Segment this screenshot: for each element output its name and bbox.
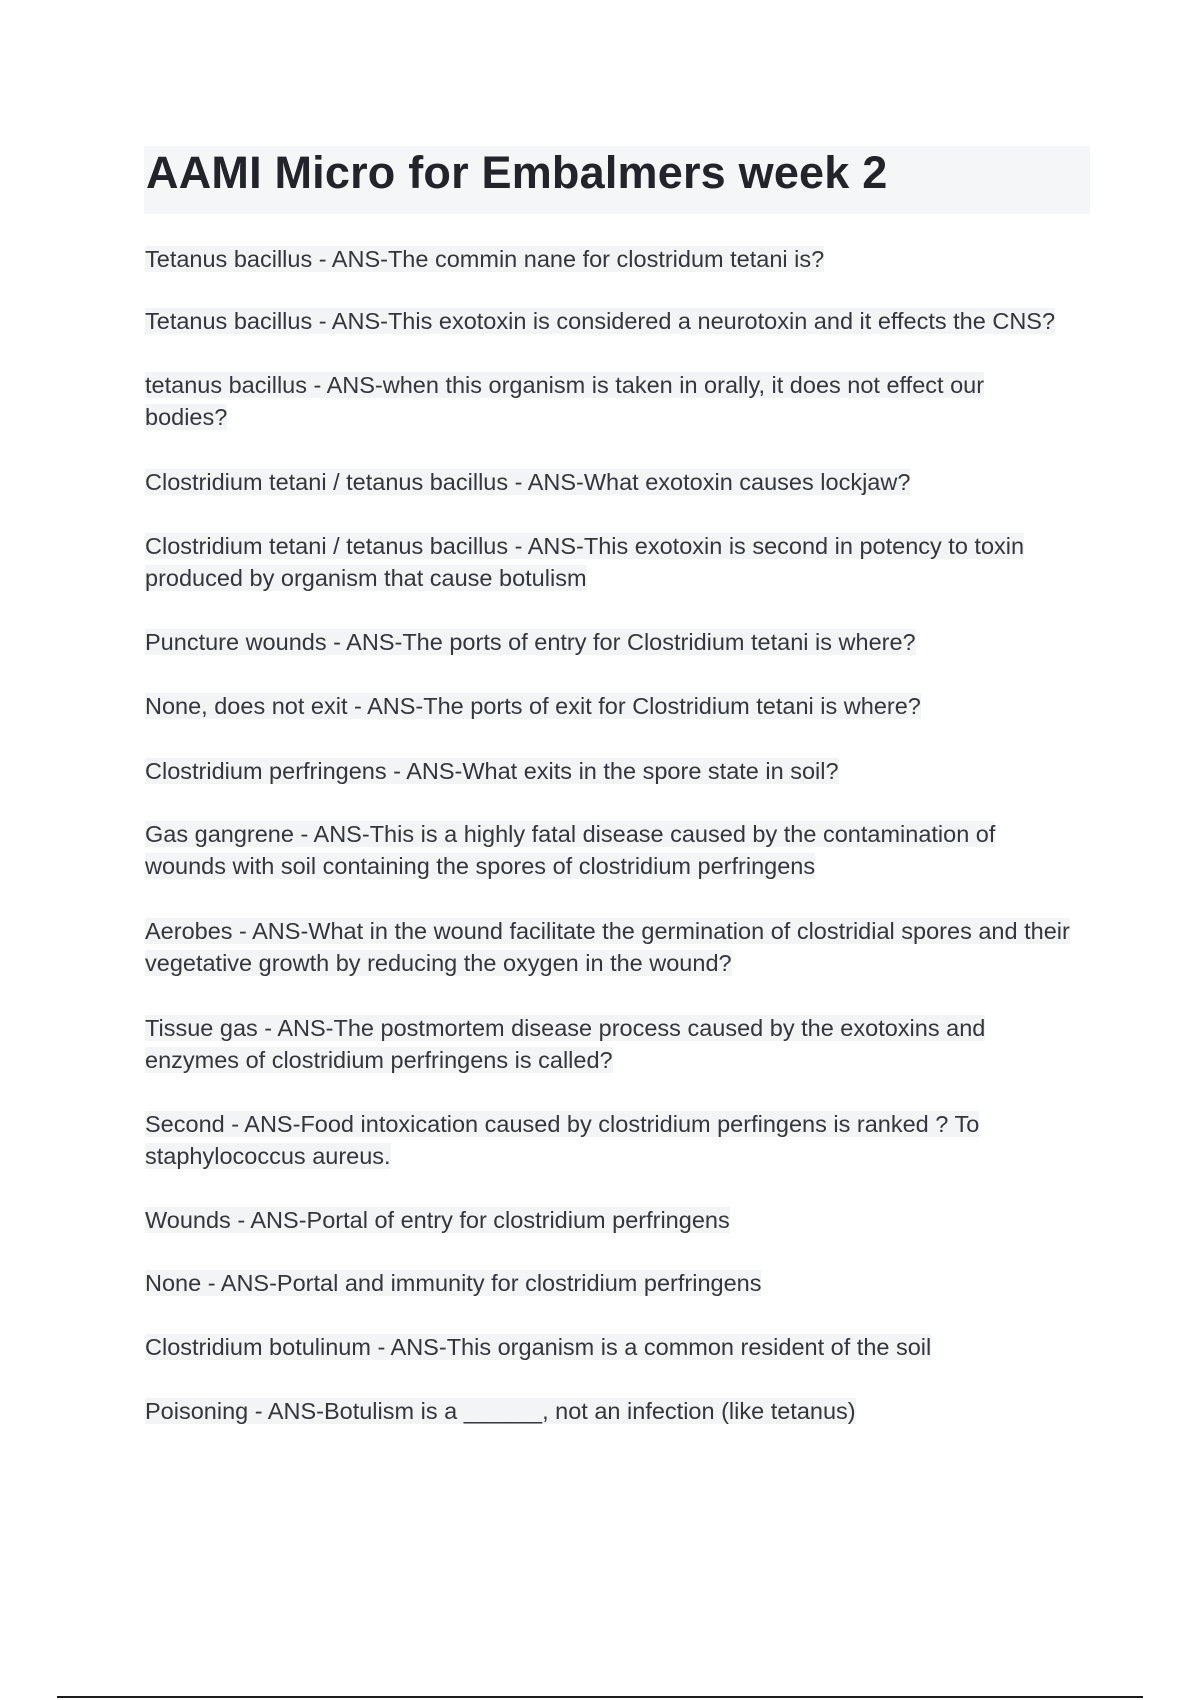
- card-question: The ports of exit for Clostridium tetani is where?: [423, 693, 921, 719]
- flashcard-item: [145, 690, 1095, 722]
- flashcard-item: [145, 305, 1095, 337]
- card-question: Botulism is a ______, not an infection (like tetanus): [323, 1398, 856, 1424]
- card-separator: - ANS-: [293, 821, 370, 847]
- card-question: Food intoxication caused by clostridium perfingens is ranked ? To staphylococcus aureus.: [145, 1111, 980, 1169]
- card-separator: - ANS-: [248, 1398, 324, 1424]
- card-question: The ports of entry for Clostridium tetani is where?: [402, 629, 916, 655]
- page-bottom-rule: [57, 1696, 1143, 1698]
- flashcard-item: [145, 1108, 1035, 1172]
- flashcard-item: [145, 369, 1025, 433]
- card-question: The commin nane for clostridum tetani is?: [387, 246, 825, 272]
- flashcard-item: [145, 1395, 1095, 1427]
- card-separator: - ANS-: [312, 246, 388, 272]
- card-question: What in the wound facilitate the germination of clostridial spores and their vegetative growth by reducing the oxygen in the wound?: [145, 918, 1070, 976]
- card-separator: - ANS-: [224, 1111, 301, 1137]
- card-term: Puncture wounds: [145, 629, 327, 655]
- card-term: Aerobes: [145, 918, 233, 944]
- card-question: This is a highly fatal disease caused by the contamination of wounds with soil containing the spores of clostridium perfringens: [145, 821, 996, 879]
- card-question: This exotoxin is second in potency to toxin produced by organism that cause botulism: [145, 533, 1025, 591]
- card-question: when this organism is taken in orally, it does not effect our bodies?: [145, 372, 985, 430]
- flashcard-item: [145, 1012, 1035, 1076]
- card-separator: - ANS-: [307, 372, 383, 398]
- flashcard-item: [145, 530, 1095, 594]
- card-separator: - ANS-: [508, 533, 584, 559]
- card-question: This exotoxin is considered a neurotoxin and it effects the CNS?: [387, 308, 1056, 334]
- flashcard-item: [145, 626, 1095, 658]
- card-question: This organism is a common resident of the soil: [446, 1334, 932, 1360]
- card-separator: - ANS-: [230, 1207, 307, 1233]
- card-term: Second: [145, 1111, 225, 1137]
- flashcard-item: [145, 755, 1095, 787]
- card-question: The postmortem disease process caused by the exotoxins and enzymes of clostridium perfringens is called?: [145, 1015, 986, 1073]
- card-separator: - ANS-: [201, 1270, 277, 1296]
- card-term: Clostridium botulinum: [145, 1334, 371, 1360]
- flashcard-item: [145, 243, 1095, 275]
- card-term: None, does not exit: [145, 693, 348, 719]
- flashcard-item: [145, 818, 1045, 882]
- card-term: None: [145, 1270, 202, 1296]
- card-separator: - ANS-: [386, 758, 463, 784]
- card-separator: - ANS-: [370, 1334, 447, 1360]
- flashcard-item: [145, 1267, 1095, 1299]
- card-separator: - ANS-: [326, 629, 403, 655]
- card-term: Clostridium tetani / tetanus bacillus: [145, 469, 509, 495]
- flashcard-item: [145, 466, 1095, 498]
- flashcard-item: [145, 1204, 1095, 1236]
- card-term: Wounds: [145, 1207, 231, 1233]
- card-question: What exits in the spore state in soil?: [462, 758, 839, 784]
- card-separator: - ANS-: [508, 469, 584, 495]
- card-separator: - ANS-: [312, 308, 388, 334]
- card-separator: - ANS-: [232, 918, 309, 944]
- card-term: Tetanus bacillus: [145, 246, 313, 272]
- card-term: Gas gangrene: [145, 821, 294, 847]
- card-term: Tissue gas: [145, 1015, 258, 1041]
- card-separator: - ANS-: [257, 1015, 334, 1041]
- flashcard-item: [145, 915, 1070, 979]
- card-separator: - ANS-: [347, 693, 424, 719]
- card-question: What exotoxin causes lockjaw?: [583, 469, 911, 495]
- card-term: Clostridium perfringens: [145, 758, 387, 784]
- card-question: Portal and immunity for clostridium perfringens: [276, 1270, 762, 1296]
- card-term: Clostridium tetani / tetanus bacillus: [145, 533, 509, 559]
- flashcard-item: [145, 1331, 1095, 1363]
- card-term: Tetanus bacillus: [145, 308, 313, 334]
- document-title: AAMI Micro for Embalmers week 2: [146, 147, 888, 198]
- card-term: tetanus bacillus: [145, 372, 307, 398]
- card-question: Portal of entry for clostridium perfringens: [306, 1207, 730, 1233]
- card-term: Poisoning: [145, 1398, 249, 1424]
